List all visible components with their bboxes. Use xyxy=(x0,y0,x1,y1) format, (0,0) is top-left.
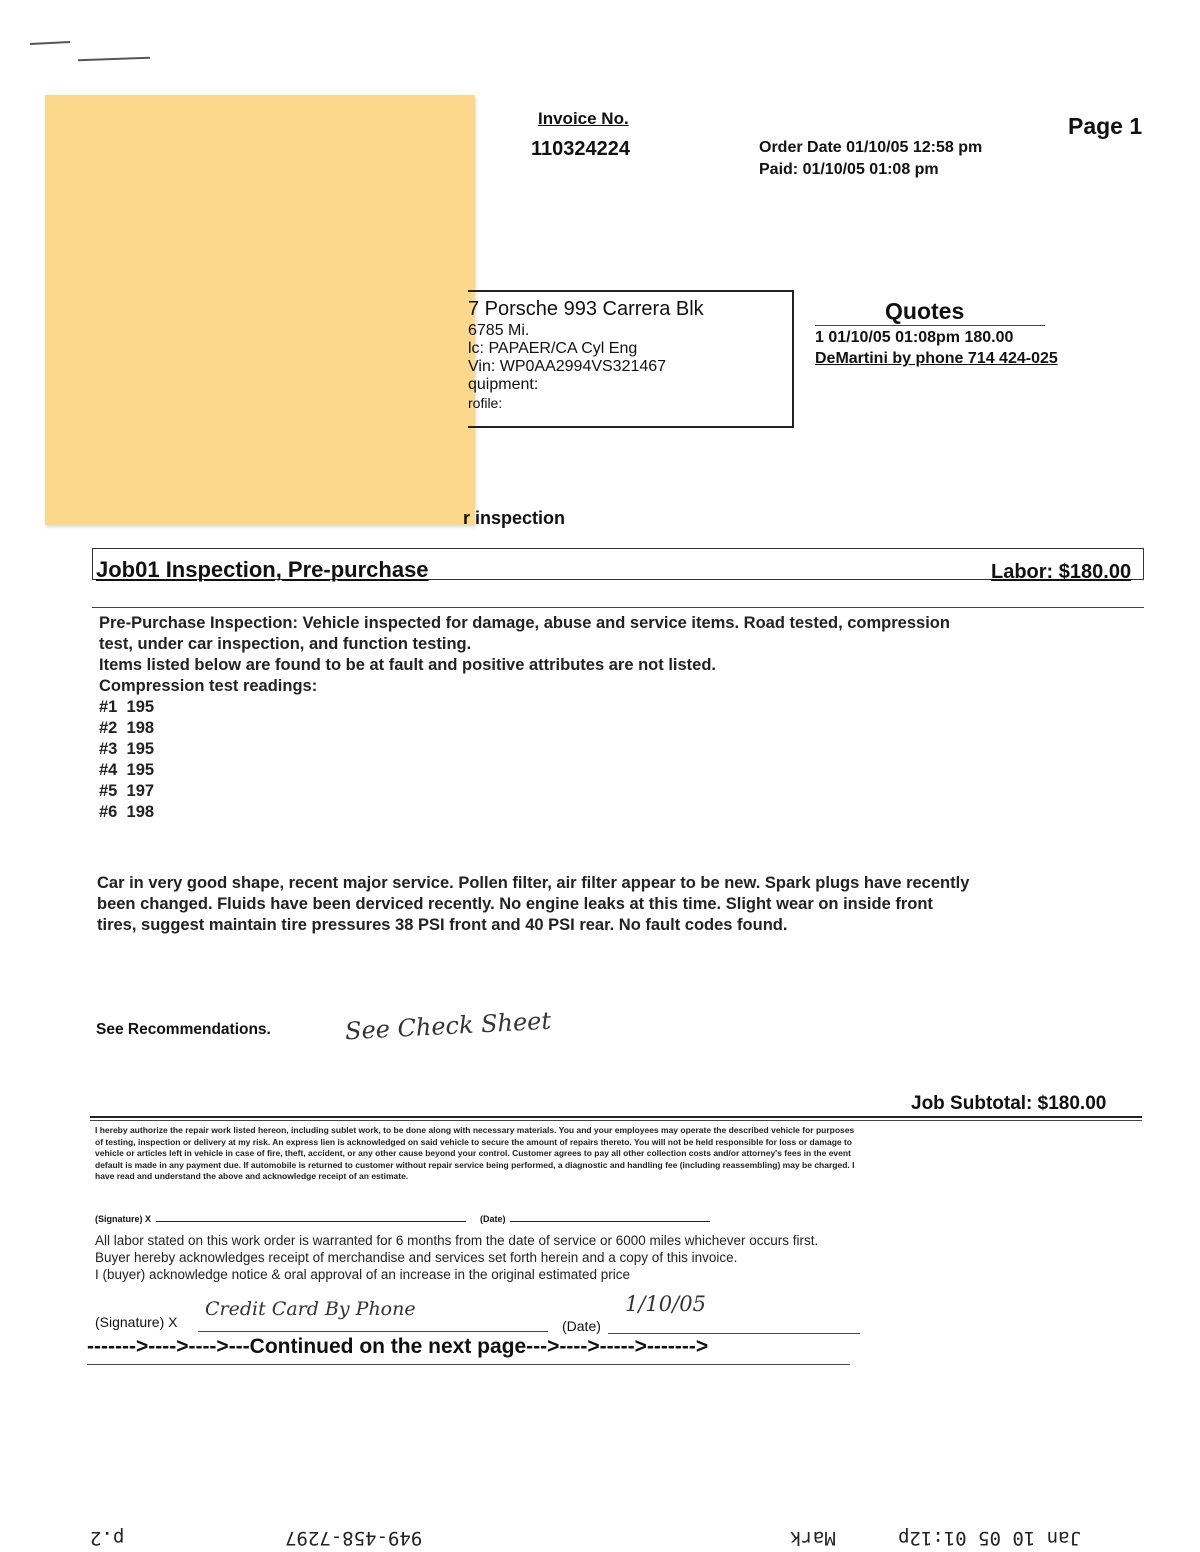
warranty-line: I (buyer) acknowledge notice & oral approval of an increase in the original estimated price xyxy=(95,1267,631,1282)
legal-line: have read and understand the above and acknowledge receipt of an estimate. xyxy=(95,1171,409,1181)
description-line: Compression test readings: xyxy=(99,677,318,695)
findings-line: tires, suggest maintain tire pressures 38 PSI front and 40 PSI rear. No fault codes found. xyxy=(97,916,788,934)
page-number: Page 1 xyxy=(1068,113,1143,139)
warranty-text xyxy=(95,1232,818,1283)
cylinder-number: #1 xyxy=(99,698,118,716)
compression-value: 195 xyxy=(126,698,155,716)
description-line: test, under car inspection, and function testing. xyxy=(99,635,472,653)
compression-row xyxy=(99,718,950,739)
vehicle-vin: Vin: WP0AA2994VS321467 xyxy=(468,358,667,375)
compression-row xyxy=(99,697,950,718)
compression-row xyxy=(99,760,950,781)
cylinder-number: #5 xyxy=(99,782,118,800)
job-description xyxy=(99,613,950,823)
legal-line: default is made in any payment due. If automobile is returned to customer without repair service being performed, a diagnostic and handling fee (including reassembling) may be charged. I xyxy=(95,1159,855,1170)
cylinder-number: #6 xyxy=(99,803,118,821)
sticky-note xyxy=(45,95,475,525)
cylinder-number: #3 xyxy=(99,740,118,758)
estimate-signature-line xyxy=(95,1214,710,1224)
legal-line: of testing, inspection or delivery at my risk. An express lien is acknowledged on said vehicle to secure the amount of repairs thereto. You will not be held responsible for loss or damage to xyxy=(95,1136,852,1147)
quote-contact: DeMartini by phone 714 424-025 xyxy=(815,350,1058,367)
buyer-date-label: (Date) xyxy=(562,1318,601,1334)
fax-date: Jan 10 05 01:12p xyxy=(898,1527,1082,1549)
quote-line: 1 01/10/05 01:08pm 180.00 xyxy=(815,329,1014,346)
buyer-date-rule xyxy=(608,1333,860,1334)
buyer-signature-handwritten: Credit Card By Phone xyxy=(205,1298,416,1320)
compression-value: 198 xyxy=(126,719,155,737)
job-title: Job01 Inspection, Pre-purchase xyxy=(96,557,429,582)
invoice-number: 110324224 xyxy=(531,138,631,160)
pen-mark xyxy=(30,41,70,45)
legal-line: I hereby authorize the repair work listed hereon, including sublet work, to be done along with necessary materials. You and your employees may operate the described vehicle for purposes xyxy=(95,1125,855,1135)
vehicle-info xyxy=(468,296,704,412)
continued-underline xyxy=(87,1364,850,1365)
job-labor: Labor: $180.00 xyxy=(991,561,1132,583)
vehicle-model: 7 Porsche 993 Carrera Blk xyxy=(468,298,704,320)
description-line: Items listed below are found to be at fault and positive attributes are not listed. xyxy=(99,656,717,674)
buyer-signature-label: (Signature) X xyxy=(95,1314,178,1330)
compression-value: 195 xyxy=(126,740,155,758)
fax-page: p.2 xyxy=(90,1527,125,1549)
buyer-signature-rule xyxy=(198,1331,548,1332)
vehicle-profile: rofile: xyxy=(468,395,503,411)
buyer-date-handwritten: 1/10/05 xyxy=(625,1292,706,1316)
vehicle-equipment: quipment: xyxy=(468,376,539,393)
quotes-title: Quotes xyxy=(885,298,965,324)
date-label: (Date) xyxy=(480,1214,506,1224)
vehicle-mileage: 6785 Mi. xyxy=(468,322,530,339)
pen-mark xyxy=(78,57,150,62)
compression-row xyxy=(99,781,950,802)
compression-value: 195 xyxy=(126,761,155,779)
fax-name: Mark xyxy=(790,1527,836,1549)
recommendations-handwritten: See Check Sheet xyxy=(344,1006,552,1046)
compression-row xyxy=(99,739,950,760)
findings-line: Car in very good shape, recent major service. Pollen filter, air filter appear to be new. Spark plugs have recently xyxy=(97,874,970,892)
vehicle-license: lc: PAPAER/CA Cyl Eng xyxy=(468,340,638,357)
cylinder-number: #4 xyxy=(99,761,118,779)
fax-phone: 949-458-7297 xyxy=(285,1527,423,1549)
compression-value: 197 xyxy=(126,782,155,800)
job-subtotal: Job Subtotal: $180.00 xyxy=(911,1093,1107,1114)
authorization-text xyxy=(95,1125,1135,1183)
order-date: Order Date 01/10/05 12:58 pm xyxy=(759,139,983,156)
legal-line: vehicle or articles left in vehicle in case of fire, theft, accident, or any other cause beyond your control. Customer agrees to pay all other collection costs and/or attorney's fees in the event xyxy=(95,1148,851,1158)
quotes-rule xyxy=(815,325,1045,326)
subtotal-rule-thin xyxy=(90,1120,1142,1121)
compression-row xyxy=(99,802,950,823)
job-underline xyxy=(92,607,1144,608)
warranty-line: All labor stated on this work order is warranted for 6 months from the date of service or 6000 miles whichever occurs first. xyxy=(95,1233,819,1248)
paid-date: Paid: 01/10/05 01:08 pm xyxy=(759,161,939,178)
subtotal-rule xyxy=(90,1116,1142,1118)
description-line: Pre-Purchase Inspection: Vehicle inspected for damage, abuse and service items. Road tested, compression xyxy=(99,614,950,632)
warranty-line: Buyer hereby acknowledges receipt of merchandise and services set forth herein and a copy of this invoice. xyxy=(95,1250,738,1265)
findings-line: been changed. Fluids have been derviced recently. No engine leaks at this time. Slight wear on inside front xyxy=(97,895,933,913)
compression-value: 198 xyxy=(126,803,155,821)
cylinder-number: #2 xyxy=(99,719,118,737)
visit-reason: r inspection xyxy=(463,508,566,528)
signature-label: (Signature) X xyxy=(95,1214,152,1224)
findings xyxy=(97,873,969,936)
continued-notice: ------->---->---->---Continued on the next page--->---->----->-------> xyxy=(87,1335,709,1358)
invoice-label: Invoice No. xyxy=(538,109,629,128)
recommendations-label: See Recommendations. xyxy=(96,1021,271,1038)
